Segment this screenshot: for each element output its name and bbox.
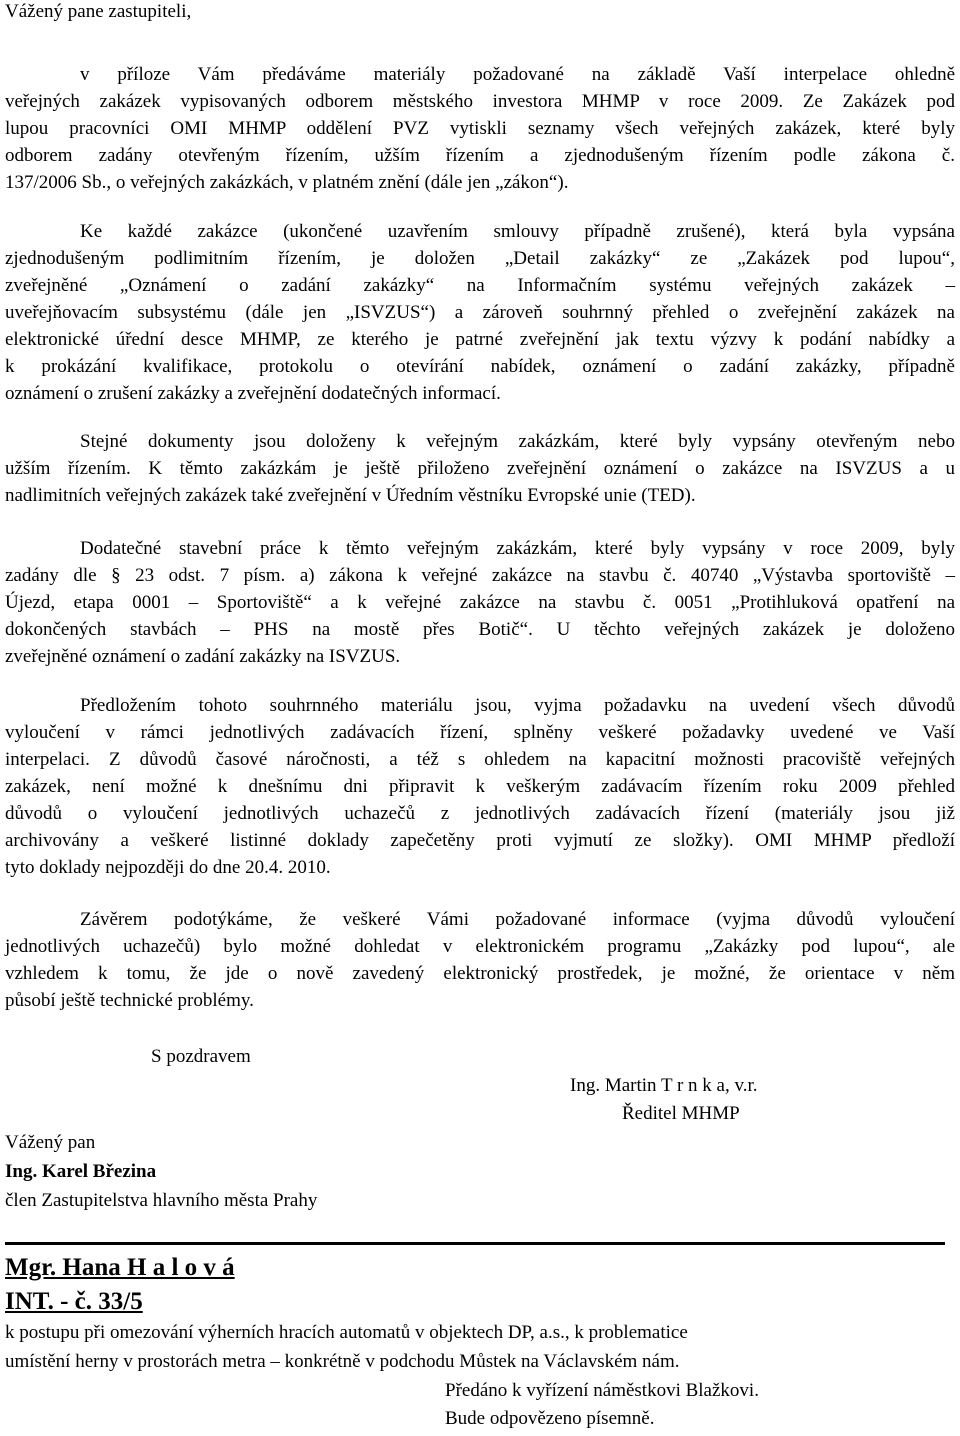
paragraph-line: dokončených stavbách – PHS na mostě přes Botič“. U těchto veřejných zakázek je doloženo bbox=[5, 619, 955, 640]
signature-title: Ředitel MHMP bbox=[622, 1103, 740, 1124]
paragraph-4 bbox=[5, 535, 955, 670]
paragraph-line: jednotlivých uchazečů) bylo možné dohledat v elektronickém programu „Zakázky pod lupou“, ale bbox=[5, 936, 955, 957]
signature-name: Ing. Martin T r n k a, v.r. bbox=[570, 1075, 758, 1096]
next-item-subject-line: k postupu při omezování výherních hracích automatů v objektech DP, a.s., k problematice bbox=[5, 1322, 688, 1343]
paragraph-6 bbox=[5, 906, 955, 1014]
paragraph-line: elektronické úřední desce MHMP, ze kterého je patrné zveřejnění jak textu výzvy k podání nabídky a bbox=[5, 329, 955, 350]
paragraph-line: v příloze Vám předáváme materiály požadované na základě Vaší interpelace ohledně bbox=[80, 64, 955, 85]
paragraph-line: zveřejněné „Oznámení o zadání zakázky“ na Informačním systému veřejných zakázek – bbox=[5, 275, 955, 296]
paragraph-line: užším řízením. K těmto zakázkám je ještě přiloženo zveřejnění oznámení o zakázce na ISVZUS a u bbox=[5, 458, 955, 479]
paragraph-line: uveřejňovacím subsystému (dále jen „ISVZUS“) a zároveň souhrnný přehled o zveřejnění zakázek na bbox=[5, 302, 955, 323]
next-item-author: Mgr. Hana H a l o v á bbox=[5, 1254, 235, 1281]
paragraph-line: důvodů o vyloučení jednotlivých uchazečů z jednotlivých zadávacích řízení (materiály jsou již bbox=[5, 803, 955, 824]
paragraph-3 bbox=[5, 428, 955, 509]
closing: S pozdravem bbox=[151, 1046, 251, 1067]
salutation: Vážený pane zastupiteli, bbox=[5, 1, 192, 22]
paragraph-line: interpelaci. Z důvodů časové náročnosti, a též s ohledem na kapacitní možnosti pracoviště veřejných bbox=[5, 749, 955, 770]
paragraph-line: k prokázání kvalifikace, protokolu o otevírání nabídek, oznámení o zadání zakázky, případně bbox=[5, 356, 955, 377]
paragraph-line: zakázek, není možné k dnešnímu dni připravit k veškerým zadávacím řízením roku 2009 přehled bbox=[5, 776, 955, 797]
next-item-response: Bude odpovězeno písemně. bbox=[445, 1408, 655, 1429]
paragraph-line: tyto doklady nejpozději do dne 20.4. 2010. bbox=[5, 857, 331, 878]
paragraph-line: veřejných zakázek vypisovaných odborem městského investora MHMP v roce 2009. Ze Zakázek pod bbox=[5, 91, 955, 112]
paragraph-line: 137/2006 Sb., o veřejných zakázkách, v platném znění (dále jen „zákon“). bbox=[5, 172, 569, 193]
next-item-forwarded: Předáno k vyřízení náměstkovi Blažkovi. bbox=[445, 1380, 759, 1401]
paragraph-line: archivovány a veškeré listinné doklady zapečetěny proti vyjmutí ze složky). OMI MHMP předloží bbox=[5, 830, 955, 851]
recipient-role: člen Zastupitelstva hlavního města Prahy bbox=[5, 1190, 318, 1211]
paragraph-2 bbox=[5, 218, 955, 407]
paragraph-line: oznámení o zrušení zakázky a zveřejnění dodatečných informací. bbox=[5, 383, 501, 404]
recipient-greeting: Vážený pan bbox=[5, 1132, 96, 1153]
paragraph-line: Závěrem podotýkáme, že veškeré Vámi požadované informace (vyjma důvodů vyloučení bbox=[80, 909, 955, 930]
recipient-name: Ing. Karel Březina bbox=[5, 1161, 157, 1182]
paragraph-line: Předložením tohoto souhrnného materiálu jsou, vyjma požadavku na uvedení všech důvodů bbox=[80, 695, 955, 716]
paragraph-line: působí ještě technické problémy. bbox=[5, 990, 254, 1011]
paragraph-1 bbox=[5, 61, 955, 196]
paragraph-line: Dodatečné stavební práce k těmto veřejným zakázkám, které byly vypsány v roce 2009, byly bbox=[80, 538, 955, 559]
paragraph-line: Stejné dokumenty jsou doloženy k veřejným zakázkám, které byly vypsány otevřeným nebo bbox=[80, 431, 955, 452]
paragraph-5 bbox=[5, 692, 955, 881]
paragraph-line: Újezd, etapa 0001 – Sportoviště“ a k veřejné zakázce na stavbu č. 0051 „Protihluková opatření na bbox=[5, 592, 955, 613]
paragraph-line: odborem zadány otevřeným řízením, užším řízením a zjednodušeným řízením podle zákona č. bbox=[5, 145, 955, 166]
next-item-subject-line: umístění herny v prostorách metra – konkrétně v podchodu Můstek na Václavském nám. bbox=[5, 1351, 680, 1372]
section-divider bbox=[5, 1242, 945, 1245]
next-item-number: INT. - č. 33/5 bbox=[5, 1288, 143, 1315]
paragraph-line: lupou pracovníci OMI MHMP oddělení PVZ vytiskli seznamy všech veřejných zakázek, které byly bbox=[5, 118, 955, 139]
paragraph-line: zveřejněné oznámení o zadání zakázky na ISVZUS. bbox=[5, 646, 401, 667]
paragraph-line: zjednodušeným podlimitním řízením, je doložen „Detail zakázky“ ze „Zakázek pod lupou“, bbox=[5, 248, 955, 269]
paragraph-line: Ke každé zakázce (ukončené uzavřením smlouvy případně zrušené), která byla vypsána bbox=[80, 221, 955, 242]
paragraph-line: vyloučení v rámci jednotlivých zadávacích řízení, splněny veškeré požadavky uvedené ve Vaší bbox=[5, 722, 955, 743]
paragraph-line: nadlimitních veřejných zakázek také zveřejnění v Úředním věstníku Evropské unie (TED). bbox=[5, 485, 696, 506]
paragraph-line: zadány dle § 23 odst. 7 písm. a) zákona k veřejné zakázce na stavbu č. 40740 „Výstavba sportoviště – bbox=[5, 565, 955, 586]
paragraph-line: vzhledem k tomu, že jde o nově zavedený elektronický prostředek, je možné, že orientace v něm bbox=[5, 963, 955, 984]
